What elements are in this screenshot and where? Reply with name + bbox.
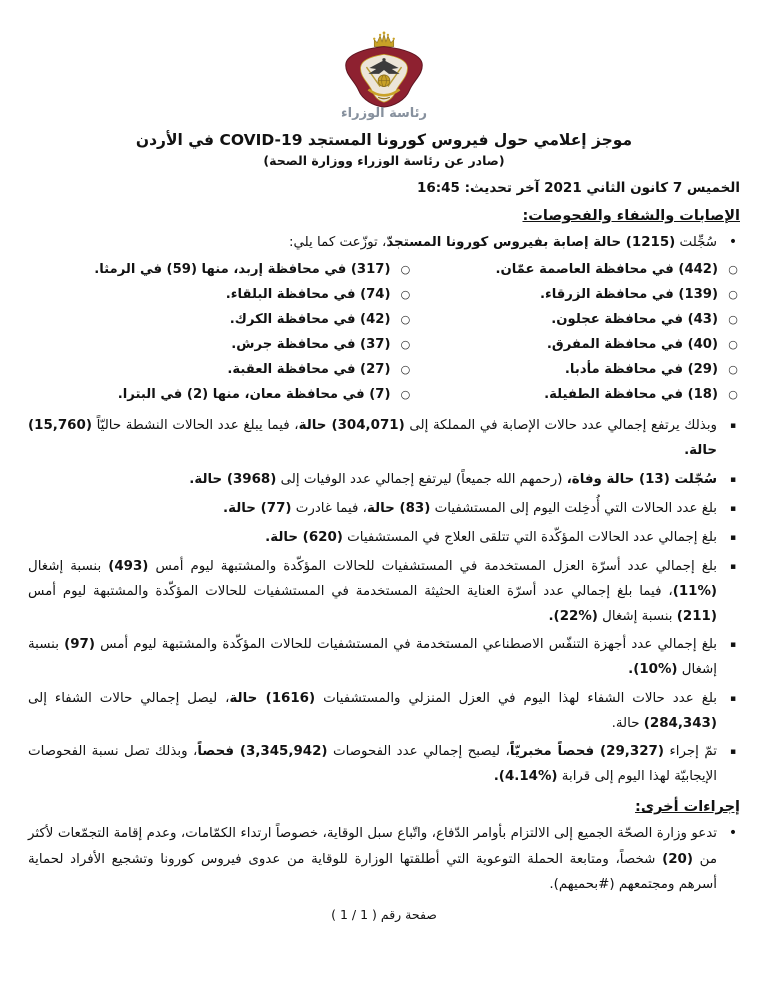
date-line: الخميس 7 كانون الثاني 2021 آخر تحديث: 16:45 bbox=[416, 180, 740, 196]
other-measures-list bbox=[28, 821, 740, 897]
stat-bullet bbox=[28, 686, 740, 736]
document-title: موجز إعلامي حول فيروس كورونا المستجد COVID-19 في الأردن bbox=[135, 131, 633, 149]
stat-bullet-text: بلغ عدد حالات الشفاء لهذا اليوم في العزل المنزلي والمستشفيات (1616) حالة، ليصل إجمالي حالات الشفاء إلى (284,343) حالة. bbox=[28, 690, 717, 731]
page-number: صفحة رقم ( 1 / 1 ) bbox=[331, 907, 437, 923]
governorate-item-text: (43) في محافظة عجلون. bbox=[551, 312, 718, 328]
governorate-columns bbox=[28, 257, 740, 407]
governorate-item bbox=[28, 382, 412, 407]
stats-bullet-list bbox=[28, 413, 740, 789]
governorate-item-text: (7) في محافظة معان، منها (2) في البترا. bbox=[117, 387, 391, 403]
governorate-item bbox=[412, 282, 740, 307]
governorate-item-text: (74) في محافظة البلقاء. bbox=[225, 287, 391, 303]
bullet-square-icon: ▪ bbox=[729, 421, 737, 432]
bullet-circle-icon: ○ bbox=[728, 263, 738, 277]
bullet-disc-icon: • bbox=[728, 234, 738, 250]
governorate-item bbox=[412, 382, 740, 407]
governorate-item-text: (40) في محافظة المفرق. bbox=[546, 337, 718, 353]
stat-bullet bbox=[28, 739, 740, 789]
stat-bullet bbox=[28, 467, 740, 493]
bullet-disc-icon: • bbox=[728, 825, 738, 842]
governorate-item-text: (27) في محافظة العقبة. bbox=[227, 362, 391, 378]
governorate-item-text: (42) في محافظة الكرك. bbox=[229, 312, 391, 328]
other-measure-bullet bbox=[28, 821, 740, 897]
stat-bullet bbox=[28, 525, 740, 551]
governorate-item-text: (18) في محافظة الطفيلة. bbox=[544, 387, 718, 403]
stat-bullet-text: بلغ إجمالي عدد أسرّة العزل المستخدمة في المستشفيات للحالات المؤكّدة والمشتبهة ليوم أمس (493) بنسبة إشغال (%11)، فيما بلغ إجمالي عدد أسرّة العناية الحثيثة المستخدمة في المستشفيات للحالات المؤكّدة والمشتبهة ليوم أمس (211) بنسبة إشغال (%22). bbox=[28, 558, 718, 625]
bullet-circle-icon: ○ bbox=[400, 313, 411, 327]
logo-text: رئاسة الوزراء bbox=[341, 106, 427, 121]
bullet-circle-icon: ○ bbox=[728, 388, 738, 402]
bullet-square-icon: ▪ bbox=[729, 561, 737, 572]
stat-bullet-text: تمّ إجراء (29,327) فحصاً مخبريّاً، ليصبح إجمالي عدد الفحوصات (3,345,942) فحصاً، وبذلك تصل نسبة الفحوصات الإيجابيّة لهذا اليوم إلى قرابة (%4.14). bbox=[28, 744, 717, 785]
governorate-item-text: (139) في محافظة الزرقاء. bbox=[539, 287, 718, 303]
bullet-square-icon: ▪ bbox=[729, 693, 737, 704]
bullet-circle-icon: ○ bbox=[728, 288, 738, 302]
stat-bullet bbox=[28, 413, 740, 463]
bullet-square-icon: ▪ bbox=[729, 474, 737, 485]
governorate-item bbox=[412, 257, 740, 282]
coat-of-arms-logo bbox=[28, 30, 740, 121]
governorate-item bbox=[28, 332, 412, 357]
governorate-item bbox=[28, 257, 412, 282]
governorate-item bbox=[28, 357, 412, 382]
governorate-item-text: (442) في محافظة العاصمة عمّان. bbox=[495, 262, 718, 278]
governorate-item-text: (37) في محافظة جرش. bbox=[231, 337, 391, 353]
section-header-cases: الإصابات والشفاء والفحوصات: bbox=[522, 208, 740, 224]
governorate-list-right bbox=[412, 257, 740, 407]
bullet-circle-icon: ○ bbox=[400, 288, 411, 302]
bullet-square-icon: ▪ bbox=[729, 747, 737, 758]
intro-bullet bbox=[28, 230, 740, 255]
governorate-item-text: (29) في محافظة مأدبا. bbox=[564, 362, 718, 378]
bullet-square-icon: ▪ bbox=[729, 532, 737, 543]
stat-bullet-text: وبذلك يرتفع إجمالي عدد حالات الإصابة في المملكة إلى (304,071) حالة، فيما يبلغ عدد الحالات النشطة حاليّاً (15,760) حالة. bbox=[28, 418, 718, 459]
stat-bullet-text: بلغ إجمالي عدد الحالات المؤكّدة التي تتلقى العلاج في المستشفيات (620) حالة. bbox=[265, 529, 717, 545]
section-header-other-measures: إجراءات أخرى: bbox=[635, 799, 740, 816]
bullet-circle-icon: ○ bbox=[728, 313, 738, 327]
governorate-item-text: (317) في محافظة إربد، منها (59) في الرمثا. bbox=[94, 262, 391, 278]
bullet-circle-icon: ○ bbox=[400, 263, 411, 277]
stat-bullet bbox=[28, 632, 740, 682]
stat-bullet bbox=[28, 554, 740, 630]
governorate-item bbox=[28, 307, 412, 332]
stat-bullet-text: سُجّلت (13) حالة وفاة، (رحمهم الله جميعاً) ليرتفع إجمالي عدد الوفيات إلى (3968) حالة. bbox=[189, 471, 717, 487]
bullet-circle-icon: ○ bbox=[400, 388, 411, 402]
intro-bullet-text: سُجِّلت (1215) حالة إصابة بفيروس كورونا المستجدّ، توزّعت كما يلي: bbox=[288, 235, 717, 250]
jordan-coat-of-arms-icon bbox=[325, 30, 443, 108]
stat-bullet bbox=[28, 496, 740, 522]
governorate-item bbox=[28, 282, 412, 307]
bullet-circle-icon: ○ bbox=[400, 363, 411, 377]
governorate-list-left bbox=[28, 257, 412, 407]
stat-bullet-text: بلغ عدد الحالات التي أُدخِلت اليوم إلى المستشفيات (83) حالة، فيما غادرت (77) حالة. bbox=[223, 500, 717, 516]
bullet-circle-icon: ○ bbox=[400, 338, 411, 352]
governorate-item bbox=[412, 307, 740, 332]
other-measure-text: تدعو وزارة الصحّة الجميع إلى الالتزام بأوامر الدّفاع، واتّباع سبل الوقاية، خصوصاً ارتداء الكمّامات، وعدم إقامة التجمّعات لأكثر من (20) شخصاً، ومتابعة الحملة التوعوية التي أطلقتها الوزارة للوقاية من عدوى فيروس كورونا وتشجيع الأفراد لحماية أسرهم ومجتمعهم (#بحميهم). bbox=[28, 826, 718, 892]
bullet-circle-icon: ○ bbox=[728, 363, 738, 377]
governorate-item bbox=[412, 332, 740, 357]
bullet-circle-icon: ○ bbox=[728, 338, 738, 352]
document-subtitle: (صادر عن رئاسة الوزراء ووزارة الصحة) bbox=[263, 153, 505, 168]
governorate-item bbox=[412, 357, 740, 382]
bullet-square-icon: ▪ bbox=[729, 503, 737, 514]
stat-bullet-text: بلغ إجمالي عدد أجهزة التنفّس الاصطناعي المستخدمة في المستشفيات للحالات المؤكّدة والمشتبهة ليوم أمس (97) بنسبة إشغال (%10). bbox=[28, 637, 717, 678]
bullet-square-icon: ▪ bbox=[729, 640, 737, 651]
